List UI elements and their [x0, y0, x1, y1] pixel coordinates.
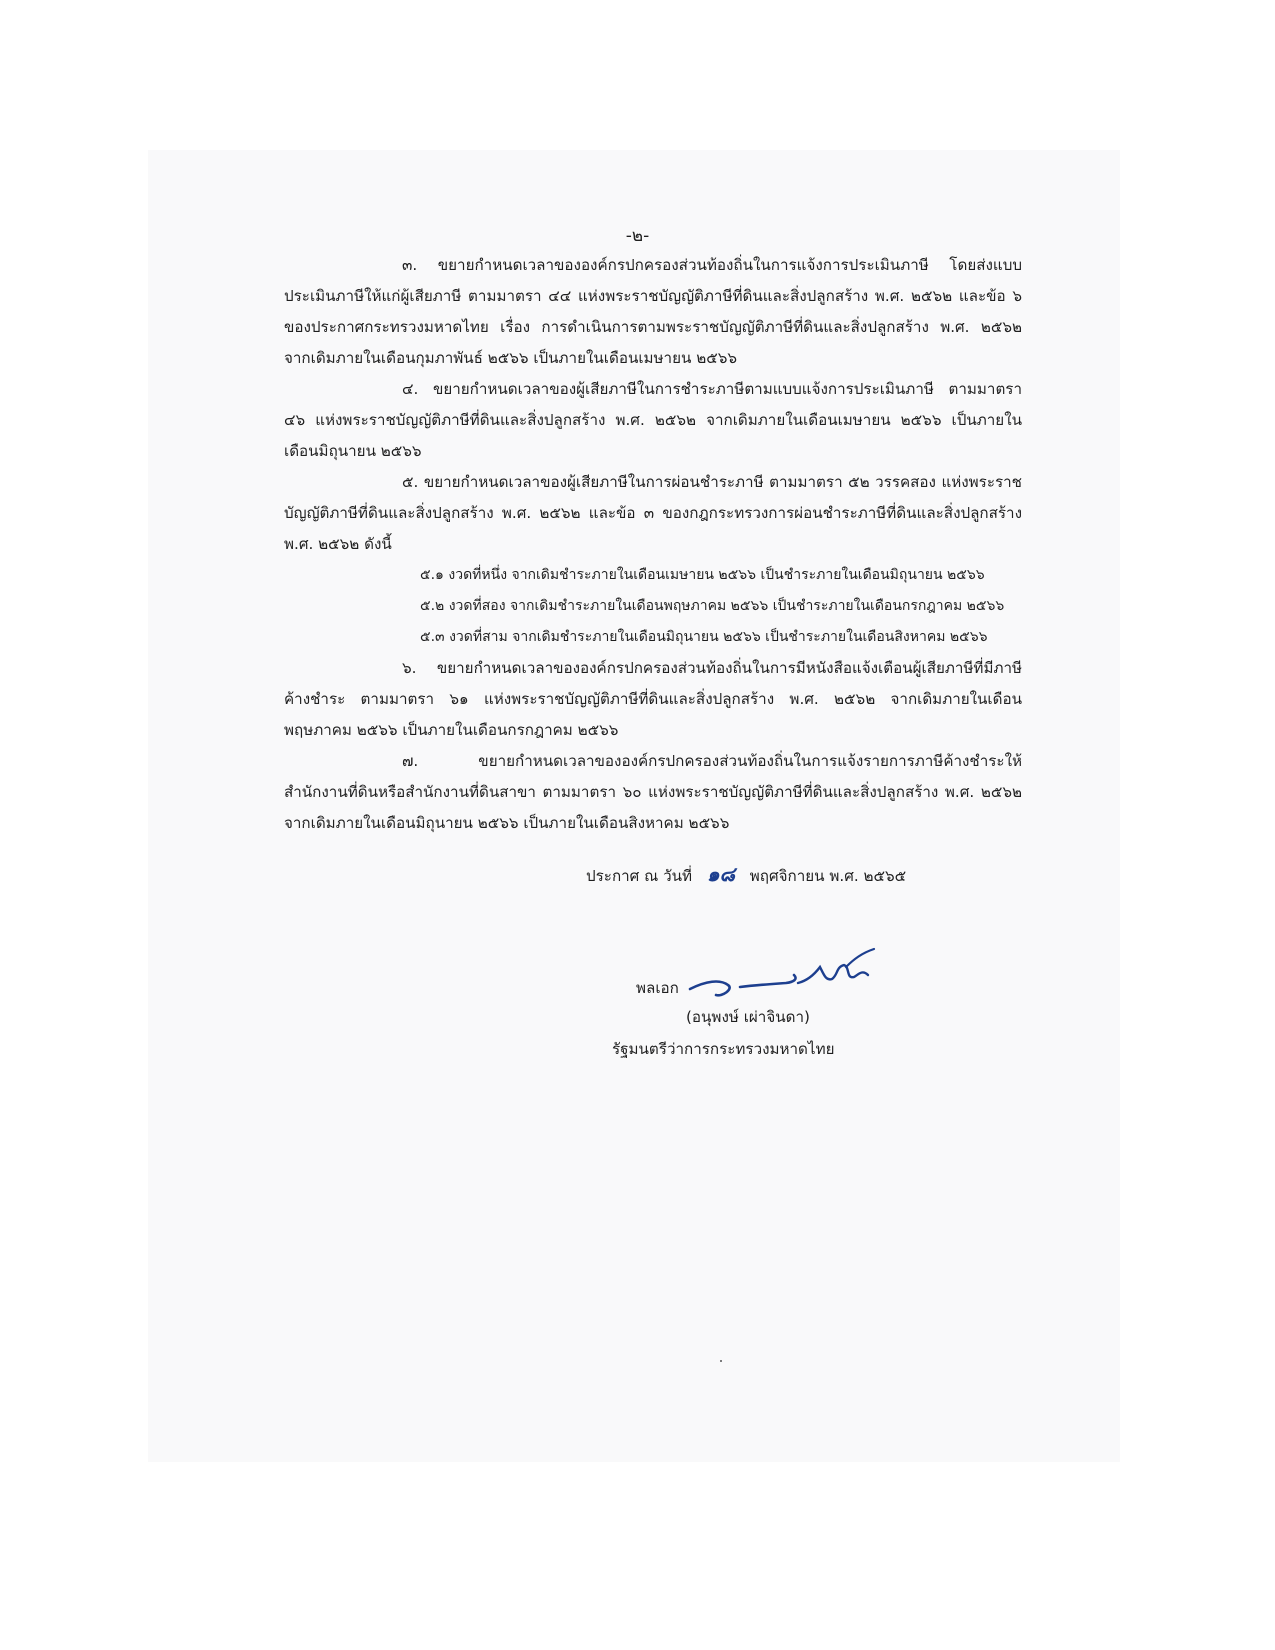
page-number: -๒- — [625, 226, 650, 246]
signatory-rank: พลเอก — [636, 979, 679, 997]
announcement-date — [586, 858, 906, 890]
clause-7 — [284, 746, 1022, 839]
clause-5 — [284, 467, 1022, 560]
signatory-name: (อนุพงษ์ เผ่าจินดา) — [686, 1008, 810, 1026]
announcement-month-year: พฤศจิกายน พ.ศ. ๒๕๖๕ — [749, 867, 907, 885]
announcement-day: ๑๘ — [706, 862, 735, 886]
clause-6-text: ๖. ขยายกำหนดเวลาขององค์กรปกครองส่วนท้องถิ่นในการมีหนังสือแจ้งเตือนผู้เสียภาษีที่มีภาษีค้างชำระ ตามมาตรา ๖๑ แห่งพระราชบัญญัติภาษีที่ดินและสิ่งปลูกสร้าง พ.ศ. ๒๕๖๒ จากเดิมภายในเดือนพฤษภาคม ๒๕๖๖ เป็นภายในเดือนกรกฎาคม ๒๕๖๖ — [284, 659, 1022, 739]
clause-4 — [284, 374, 1022, 467]
clause-4-text: ๔. ขยายกำหนดเวลาของผู้เสียภาษีในการชำระภาษีตามแบบแจ้งการประเมินภาษี ตามมาตรา ๔๖ แห่งพระราชบัญญัติภาษีที่ดินและสิ่งปลูกสร้าง พ.ศ. ๒๕๖๒ จากเดิมภายในเดือนเมษายน ๒๕๖๖ เป็นภายในเดือนมิถุนายน ๒๕๖๖ — [284, 380, 1022, 460]
clause-7-text: ๗. ขยายกำหนดเวลาขององค์กรปกครองส่วนท้องถิ่นในการแจ้งรายการภาษีค้างชำระให้สำนักงานที่ดินหรือสำนักงานที่ดินสาขา ตามมาตรา ๖๐ แห่งพระราชบัญญัติภาษีที่ดินและสิ่งปลูกสร้าง พ.ศ. ๒๕๖๒ จากเดิมภายในเดือนมิถุนายน ๒๕๖๖ เป็นภายในเดือนสิงหาคม ๒๕๖๖ — [284, 752, 1022, 832]
document-body — [284, 250, 1022, 839]
signatory-title: รัฐมนตรีว่าการกระทรวงมหาดไทย — [612, 1040, 835, 1058]
clause-5-text: ๕. ขยายกำหนดเวลาของผู้เสียภาษีในการผ่อนชำระภาษี ตามมาตรา ๕๒ วรรคสอง แห่งพระราชบัญญัติภาษีที่ดินและสิ่งปลูกสร้าง พ.ศ. ๒๕๖๒ และข้อ ๓ ของกฎกระทรวงการผ่อนชำระภาษีที่ดินและสิ่งปลูกสร้าง พ.ศ. ๒๕๖๒ ดังนี้ — [284, 473, 1022, 553]
scan-speck — [720, 1360, 722, 1362]
clause-5-2: ๕.๒ งวดที่สอง จากเดิมชำระภายในเดือนพฤษภาคม ๒๕๖๖ เป็นชำระภายในเดือนกรกฎาคม ๒๕๖๖ — [420, 598, 1005, 614]
handwritten-signature — [686, 945, 906, 1005]
announcement-prefix: ประกาศ ณ วันที่ — [586, 867, 692, 885]
clause-3 — [284, 250, 1022, 374]
clause-3-text: ๓. ขยายกำหนดเวลาขององค์กรปกครองส่วนท้องถิ่นในการแจ้งการประเมินภาษี โดยส่งแบบประเมินภาษีให้แก่ผู้เสียภาษี ตามมาตรา ๔๔ แห่งพระราชบัญญัติภาษีที่ดินและสิ่งปลูกสร้าง พ.ศ. ๒๕๖๒ และข้อ ๖ ของประกาศกระทรวงมหาดไทย เรื่อง การดำเนินการตามพระราชบัญญัติภาษีที่ดินและสิ่งปลูกสร้าง พ.ศ. ๒๕๖๒ จากเดิมภายในเดือนกุมภาพันธ์ ๒๕๖๖ เป็นภายในเดือนเมษายน ๒๕๖๖ — [284, 256, 1022, 367]
clause-5-1: ๕.๑ งวดที่หนึ่ง จากเดิมชำระภายในเดือนเมษายน ๒๕๖๖ เป็นชำระภายในเดือนมิถุนายน ๒๕๖๖ — [420, 567, 985, 583]
clause-6 — [284, 653, 1022, 746]
clause-5-3: ๕.๓ งวดที่สาม จากเดิมชำระภายในเดือนมิถุนายน ๒๕๖๖ เป็นชำระภายในเดือนสิงหาคม ๒๕๖๖ — [420, 629, 988, 645]
